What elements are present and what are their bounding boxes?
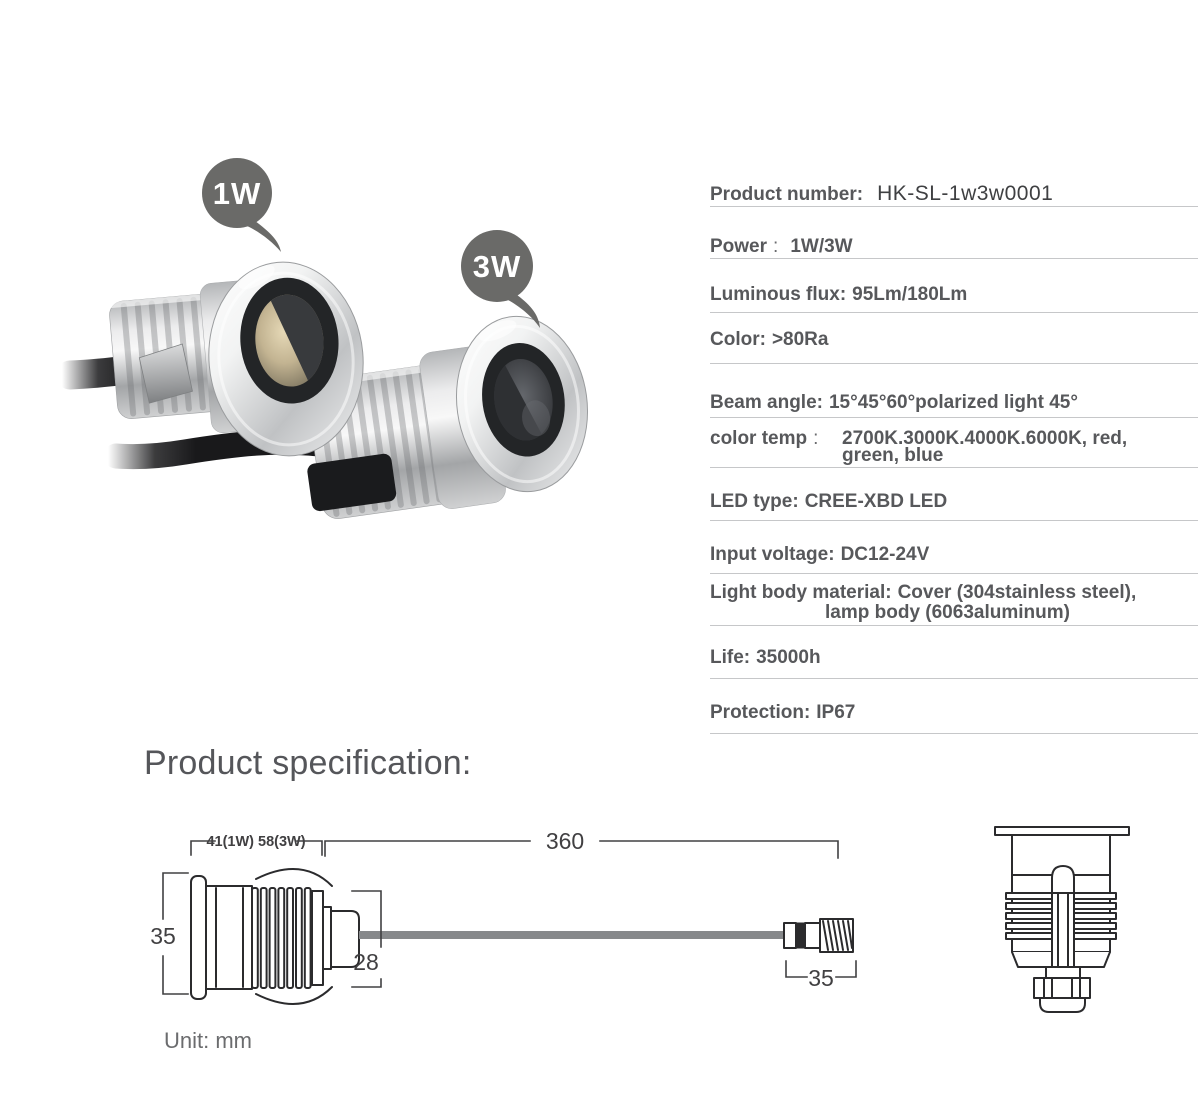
spec-label: color temp — [710, 428, 808, 449]
spec-label: Input voltage: — [710, 544, 835, 565]
spec-row-color-temp — [710, 430, 1198, 468]
spec-value: 35000h — [756, 647, 821, 668]
spec-label: Life: — [710, 647, 751, 668]
spec-label: Power — [710, 236, 768, 257]
spec-separator: : — [813, 428, 819, 449]
drawing-cable — [359, 931, 784, 939]
badge-label-1w: 1W — [212, 176, 262, 211]
spec-label: LED type: — [710, 491, 799, 512]
dim-gland-length-label: 28 — [353, 949, 379, 975]
spec-row-product-number — [710, 183, 1198, 207]
spec-value: IP67 — [816, 702, 856, 723]
unit-note: Unit: mm — [164, 1028, 252, 1053]
spec-value: 95Lm/180Lm — [852, 284, 968, 305]
section-title: Product specification: — [144, 744, 472, 782]
spec-row-life — [710, 647, 1198, 679]
spec-row-led-type — [710, 491, 1198, 521]
spec-value: HK-SL-1w3w0001 — [877, 182, 1054, 205]
spec-value: DC12-24V — [840, 544, 930, 565]
product-photo — [70, 158, 599, 528]
power-badge-3w — [461, 230, 540, 328]
spec-value: CREE-XBD LED — [804, 491, 948, 512]
drawing-connector — [784, 919, 853, 952]
front-view-drawing — [995, 827, 1129, 1012]
side-view-drawing — [150, 828, 856, 1004]
spec-row-light-body-material — [710, 583, 1198, 626]
dim-head-diameter-label: 41(1W) 58(3W) — [206, 834, 306, 850]
spec-value: Cover (304stainless steel), — [897, 582, 1137, 603]
dim-cable-length-label: 360 — [545, 828, 585, 854]
badge-label-3w: 3W — [472, 249, 522, 284]
spec-separator: : — [773, 236, 779, 257]
spec-row-input-voltage — [710, 544, 1198, 574]
dim-connector-length-label: 35 — [808, 965, 834, 991]
spec-value: 1W/3W — [790, 236, 853, 257]
spec-row-power — [710, 236, 1198, 259]
spec-label: Beam angle: — [710, 392, 823, 413]
spec-row-luminous-flux — [710, 284, 1198, 313]
spec-label: Light body material: — [710, 582, 892, 603]
spec-value-line2: lamp body (6063aluminum) — [825, 602, 1070, 623]
spec-row-color — [710, 329, 1198, 364]
spec-label: Protection: — [710, 702, 811, 723]
spec-label: Product number: — [710, 184, 864, 205]
spec-value: 15°45°60°polarized light 45° — [828, 392, 1078, 413]
spec-label: Luminous flux: — [710, 284, 847, 305]
spec-value-line2: green, blue — [842, 445, 944, 466]
power-badge-1w — [202, 158, 281, 252]
spec-value: 2700K.3000K.4000K.6000K, red, — [842, 428, 1128, 449]
dim-body-height-label: 35 — [150, 923, 176, 949]
spec-label: Color: — [710, 329, 766, 350]
spec-value: >80Ra — [771, 329, 829, 350]
spec-row-beam-angle — [710, 392, 1198, 418]
spec-row-protection — [710, 702, 1198, 734]
